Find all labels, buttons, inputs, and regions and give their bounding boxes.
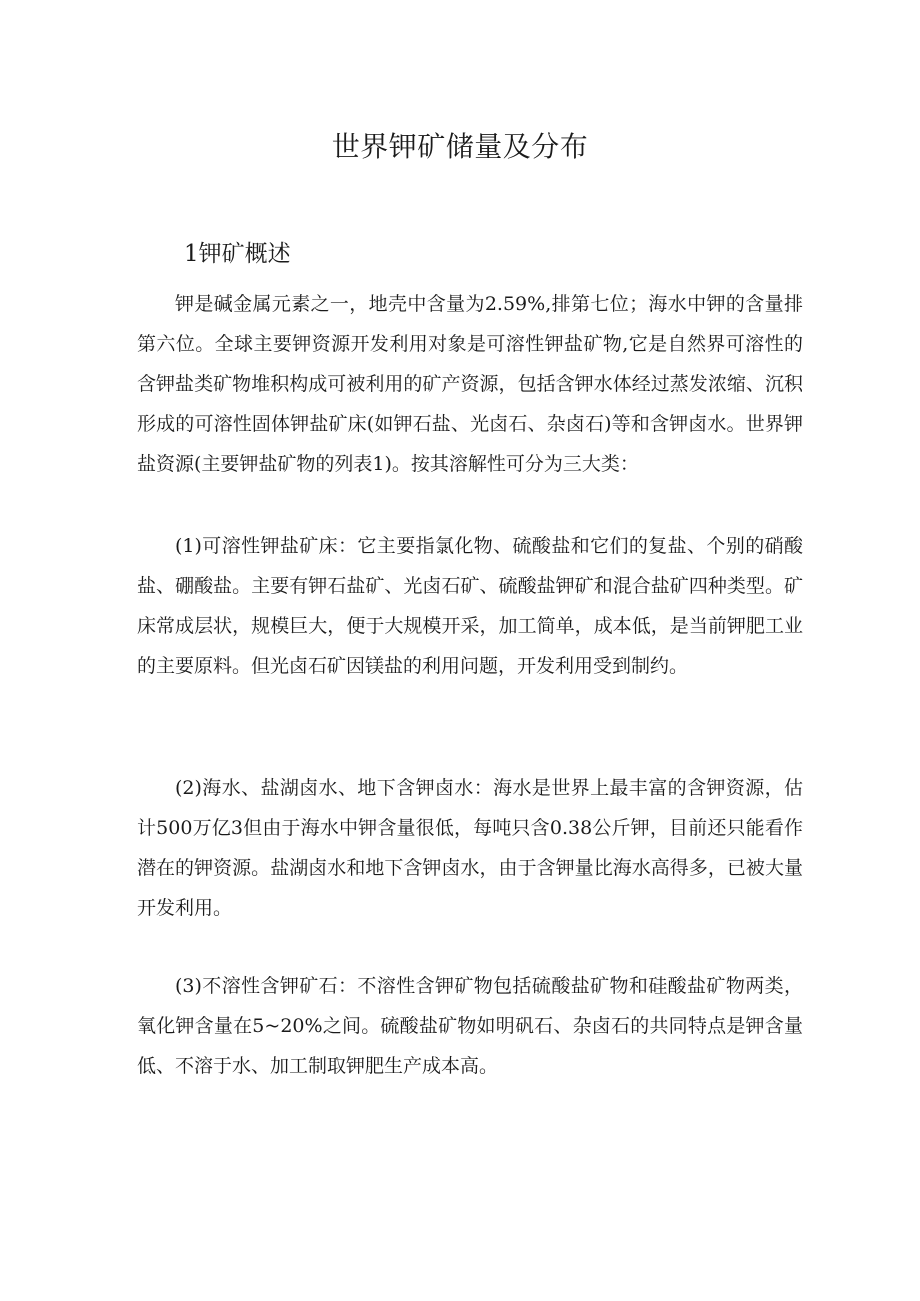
paragraph-insoluble-ores: (3)不溶性含钾矿石：不溶性含钾矿物包括硫酸盐矿物和硅酸盐矿物两类，氧化钾含量在5~20%之间。硫酸盐矿物如明矾石、杂卤石的共同特点是钾含量低、不溶于水、加工制取钾肥生产成本高。 [137, 975, 803, 1077]
paragraph-brines: (2)海水、盐湖卤水、地下含钾卤水：海水是世界上最丰富的含钾资源，估计500万亿3但由于海水中钾含量很低，每吨只含0.38公斤钾，目前还只能看作潜在的钾资源。盐湖卤水和地下含钾卤水，由于含钾量比海水高得多，已被大量开发利用。 [137, 777, 803, 919]
page-title: 世界钾矿储量及分布 [331, 130, 589, 163]
paragraph-overview: 钾是碱金属元素之一，地壳中含量为2.59%,排第七位；海水中钾的含量排第六位。全球主要钾资源开发利用对象是可溶性钾盐矿物,它是自然界可溶性的含钾盐类矿物堆积构成可被利用的矿产资源，包括含钾水体经过蒸发浓缩、沉积形成的可溶性固体钾盐矿床(如钾石盐、光卤石、杂卤石)等和含钾卤水。世界钾盐资源(主要钾盐矿物的列表1)。按其溶解性可分为三大类： [137, 293, 803, 475]
paragraph-soluble-deposits: (1)可溶性钾盐矿床：它主要指氯化物、硫酸盐和它们的复盐、个别的硝酸盐、硼酸盐。主要有钾石盐矿、光卤石矿、硫酸盐钾矿和混合盐矿四种类型。矿床常成层状，规模巨大，便于大规模开采，加工简单，成本低，是当前钾肥工业的主要原料。但光卤石矿因镁盐的利用问题，开发利用受到制约。 [137, 535, 803, 677]
section-heading: 1钾矿概述 [184, 241, 291, 267]
